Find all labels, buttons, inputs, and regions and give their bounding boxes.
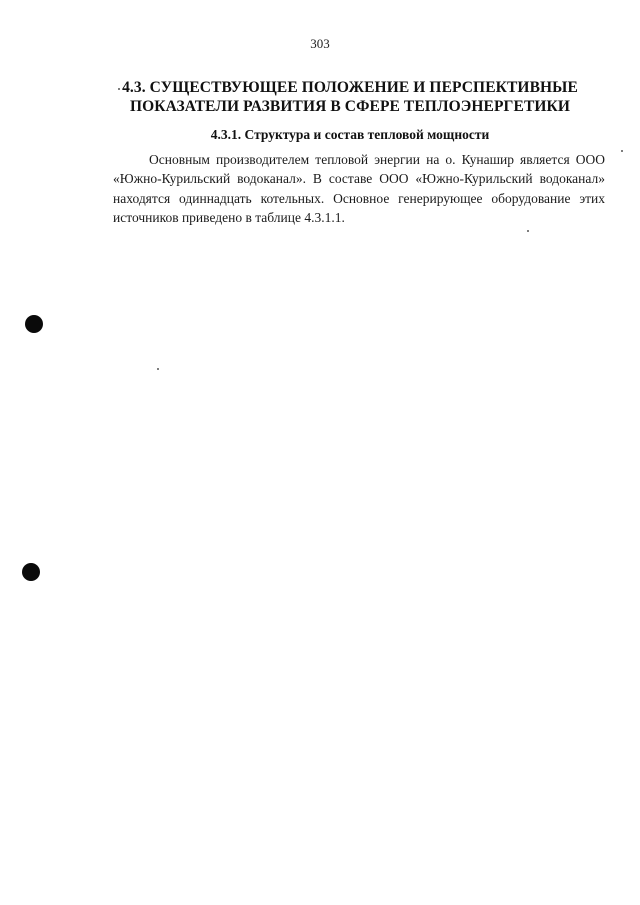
hole-punch-mark: [22, 563, 40, 581]
scan-speck: [118, 88, 120, 90]
body-paragraph: Основным производителем тепловой энергии на о. Кунашир является ООО «Южно-Курильский водоканал». В составе ООО «Южно-Курильский водоканал» находятся одиннадцать котельных. Основное генерирующее оборудование этих источников приведено в таблице 4.3.1.1.: [113, 152, 605, 225]
scan-speck: [157, 368, 159, 370]
section-title: 4.3. СУЩЕСТВУЮЩЕЕ ПОЛОЖЕНИЕ И ПЕРСПЕКТИВНЫЕ ПОКАЗАТЕЛИ РАЗВИТИЯ В СФЕРЕ ТЕПЛОЭНЕРГЕТИКИ: [122, 79, 578, 115]
hole-punch-mark: [25, 315, 43, 333]
scan-speck: [621, 150, 623, 152]
scan-speck: [527, 230, 529, 232]
subsection-title: 4.3.1. Структура и состав тепловой мощности: [210, 127, 490, 142]
page-number: 303: [310, 36, 330, 51]
